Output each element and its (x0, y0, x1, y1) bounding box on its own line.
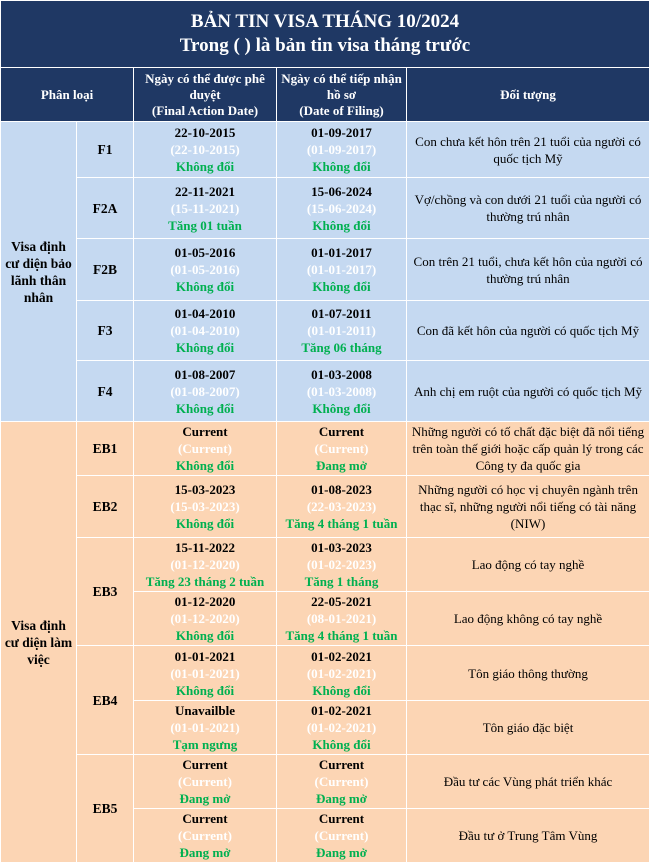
current-date: 01-03-2023 (311, 540, 372, 555)
change-status: Không đổi (175, 458, 235, 473)
change-status: Đang mở (179, 845, 231, 860)
current-date: Current (318, 424, 365, 439)
filing-cell (277, 538, 407, 592)
header-category: Phân loại (1, 68, 134, 122)
table-row (1, 178, 649, 239)
category-label: F2A (77, 178, 134, 239)
filing-cell (277, 361, 407, 422)
header-target: Đối tượng (407, 68, 649, 122)
group-family-label: Visa định cư diện bảo lãnh thân nhân (1, 122, 77, 422)
current-date: 01-05-2016 (174, 245, 236, 260)
header-final-action-label: Ngày có thể được phê duyệt (145, 70, 265, 102)
previous-date: (01-01-2021) (170, 665, 240, 681)
change-status: Đang mở (179, 791, 231, 806)
target-description: Anh chị em ruột của người có quốc tịch Mỹ (407, 361, 649, 422)
current-date: 01-01-2017 (311, 245, 372, 260)
final-action-cell (134, 755, 277, 809)
previous-date: (01-02-2021) (306, 665, 377, 681)
title-row (1, 1, 649, 68)
previous-date: (15-11-2021) (170, 200, 240, 216)
header-row (1, 68, 649, 122)
current-date: 15-03-2023 (174, 482, 236, 497)
target-description: Những người có học vị chuyên ngành trên thạc sĩ, những người nổi tiếng có tài năng (NIW) (407, 476, 649, 538)
change-status: Không đổi (175, 628, 235, 643)
target-description: Đầu tư các Vùng phát triển khác (407, 755, 649, 809)
category-label: F1 (77, 122, 134, 178)
category-label: EB4 (77, 646, 134, 755)
previous-date: (01-05-2016) (170, 262, 240, 277)
current-date: 01-07-2011 (311, 306, 372, 321)
change-status: Không đổi (312, 737, 371, 752)
group-employment-label: Visa định cư diện làm việc (1, 422, 77, 863)
filing-cell (277, 701, 407, 755)
change-status: Đang mở (316, 791, 367, 806)
current-date: 01-02-2021 (311, 703, 372, 718)
previous-date: (Current) (178, 441, 232, 456)
final-action-cell (134, 301, 277, 361)
previous-date: (22-03-2023) (306, 499, 377, 514)
filing-cell (277, 301, 407, 361)
target-description: Tôn giáo đặc biệt (407, 701, 649, 755)
previous-date: (01-02-2021) (306, 720, 377, 735)
target-description: Những người có tố chất đặc biệt đã nổi tiếng trên toàn thế giới hoặc cấp quản lý trong các Công ty đa quốc gia (407, 422, 649, 476)
previous-date: (01-01-2017) (306, 262, 377, 277)
change-status: Không đổi (175, 682, 235, 698)
previous-date: (01-02-2023) (306, 557, 377, 572)
table-row (1, 122, 649, 178)
filing-cell (277, 239, 407, 301)
current-date: 01-01-2021 (174, 648, 236, 664)
current-date: 15-06-2024 (311, 183, 372, 199)
change-status: Không đổi (312, 279, 371, 294)
header-final-action-date (134, 68, 277, 122)
final-action-cell (134, 361, 277, 422)
previous-date: (01-01-2021) (170, 720, 240, 735)
filing-cell (277, 422, 407, 476)
category-label: F3 (77, 301, 134, 361)
change-status: Đang mở (316, 458, 367, 473)
change-status: Không đổi (175, 340, 235, 355)
filing-cell (277, 178, 407, 239)
previous-date: (08-01-2021) (306, 611, 377, 626)
final-action-cell (134, 538, 277, 592)
change-status: Không đổi (175, 279, 235, 294)
final-action-cell (134, 646, 277, 701)
previous-date: (22-10-2015) (170, 142, 240, 157)
current-date: 01-08-2023 (311, 482, 372, 497)
change-status: Không đổi (312, 159, 371, 174)
current-date: 15-11-2022 (175, 540, 235, 555)
current-date: 01-04-2010 (174, 306, 236, 321)
current-date: 22-11-2021 (175, 183, 235, 199)
current-date: 01-02-2021 (311, 648, 372, 664)
change-status: Không đổi (175, 159, 235, 174)
previous-date: (15-06-2024) (306, 200, 377, 216)
change-status: Tăng 06 tháng (301, 340, 382, 355)
change-status: Đang mở (316, 845, 367, 860)
current-date: 01-12-2020 (174, 594, 236, 609)
previous-date: (01-03-2008) (306, 383, 377, 399)
current-date: 22-05-2021 (311, 594, 372, 609)
final-action-cell (134, 122, 277, 178)
change-status: Tăng 4 tháng 1 tuần (285, 628, 398, 643)
change-status: Không đổi (312, 400, 371, 416)
page-subtitle: Trong ( ) là bản tin visa tháng trước (179, 35, 471, 56)
category-label: EB2 (77, 476, 134, 538)
previous-date: (01-01-2011) (307, 323, 376, 338)
final-action-cell (134, 239, 277, 301)
target-description: Con trên 21 tuổi, chưa kết hôn của người có thường trú nhân (407, 239, 649, 301)
previous-date: (Current) (314, 828, 369, 843)
current-date: 01-09-2017 (311, 125, 372, 140)
table-row (1, 422, 649, 476)
change-status: Tạm ngưng (172, 737, 238, 752)
previous-date: (01-09-2017) (306, 142, 377, 157)
final-action-cell (134, 476, 277, 538)
final-action-cell (134, 422, 277, 476)
previous-date: (Current) (178, 774, 232, 789)
current-date: Current (182, 424, 228, 439)
change-status: Không đổi (175, 400, 235, 416)
table-row (1, 361, 649, 422)
target-description: Đầu tư ở Trung Tâm Vùng (407, 809, 649, 863)
target-description: Con đã kết hôn của người có quốc tịch Mỹ (407, 301, 649, 361)
previous-date: (Current) (314, 774, 369, 789)
current-date: Unavailble (175, 703, 235, 718)
previous-date: (01-04-2010) (170, 323, 240, 338)
page-title: BẢN TIN VISA THÁNG 10/2024 (190, 11, 460, 32)
target-description: Vợ/chồng và con dưới 21 tuổi của người có thường trú nhân (407, 178, 649, 239)
table-row (1, 239, 649, 301)
category-label: EB1 (77, 422, 134, 476)
table-row (1, 755, 649, 809)
final-action-cell (134, 809, 277, 863)
previous-date: (01-12-2020) (170, 557, 240, 572)
target-description: Con chưa kết hôn trên 21 tuổi của người có quốc tịch Mỹ (407, 122, 649, 178)
previous-date: (01-08-2007) (170, 383, 240, 399)
table-row (1, 476, 649, 538)
previous-date: (01-12-2020) (170, 611, 240, 626)
category-label: F4 (77, 361, 134, 422)
final-action-cell (134, 701, 277, 755)
change-status: Tăng 4 tháng 1 tuần (285, 516, 398, 531)
filing-cell (277, 592, 407, 646)
category-label: EB5 (77, 755, 134, 863)
category-label: F2B (77, 239, 134, 301)
target-description: Lao động không có tay nghề (407, 592, 649, 646)
header-final-action-en: (Final Action Date) (151, 102, 259, 118)
category-label: EB3 (77, 538, 134, 646)
current-date: 01-08-2007 (174, 366, 236, 382)
target-description: Lao động có tay nghề (407, 538, 649, 592)
filing-cell (277, 646, 407, 701)
table-row (1, 646, 649, 701)
filing-cell (277, 122, 407, 178)
filing-cell (277, 476, 407, 538)
current-date: Current (318, 811, 365, 826)
target-description: Tôn giáo thông thường (407, 646, 649, 701)
title-cell (1, 1, 649, 68)
change-status: Không đổi (312, 217, 371, 233)
current-date: Current (182, 811, 228, 826)
change-status: Không đổi (175, 516, 235, 531)
change-status: Tăng 23 tháng 2 tuần (145, 574, 265, 589)
current-date: 01-03-2008 (311, 366, 372, 382)
change-status: Tăng 01 tuần (168, 217, 242, 233)
previous-date: (Current) (178, 828, 232, 843)
previous-date: (Current) (314, 441, 369, 456)
header-filing-label: Ngày có thể tiếp nhận hồ sơ (281, 70, 402, 102)
current-date: Current (182, 757, 228, 772)
filing-cell (277, 809, 407, 863)
change-status: Không đổi (312, 682, 371, 698)
current-date: 22-10-2015 (174, 125, 236, 140)
final-action-cell (134, 178, 277, 239)
change-status: Tăng 1 tháng (304, 574, 379, 589)
current-date: Current (318, 757, 365, 772)
final-action-cell (134, 592, 277, 646)
filing-cell (277, 755, 407, 809)
header-filing-en: (Date of Filing) (299, 102, 384, 118)
table-row (1, 301, 649, 361)
header-date-of-filing (277, 68, 407, 122)
previous-date: (15-03-2023) (170, 499, 240, 514)
table-row (1, 538, 649, 592)
